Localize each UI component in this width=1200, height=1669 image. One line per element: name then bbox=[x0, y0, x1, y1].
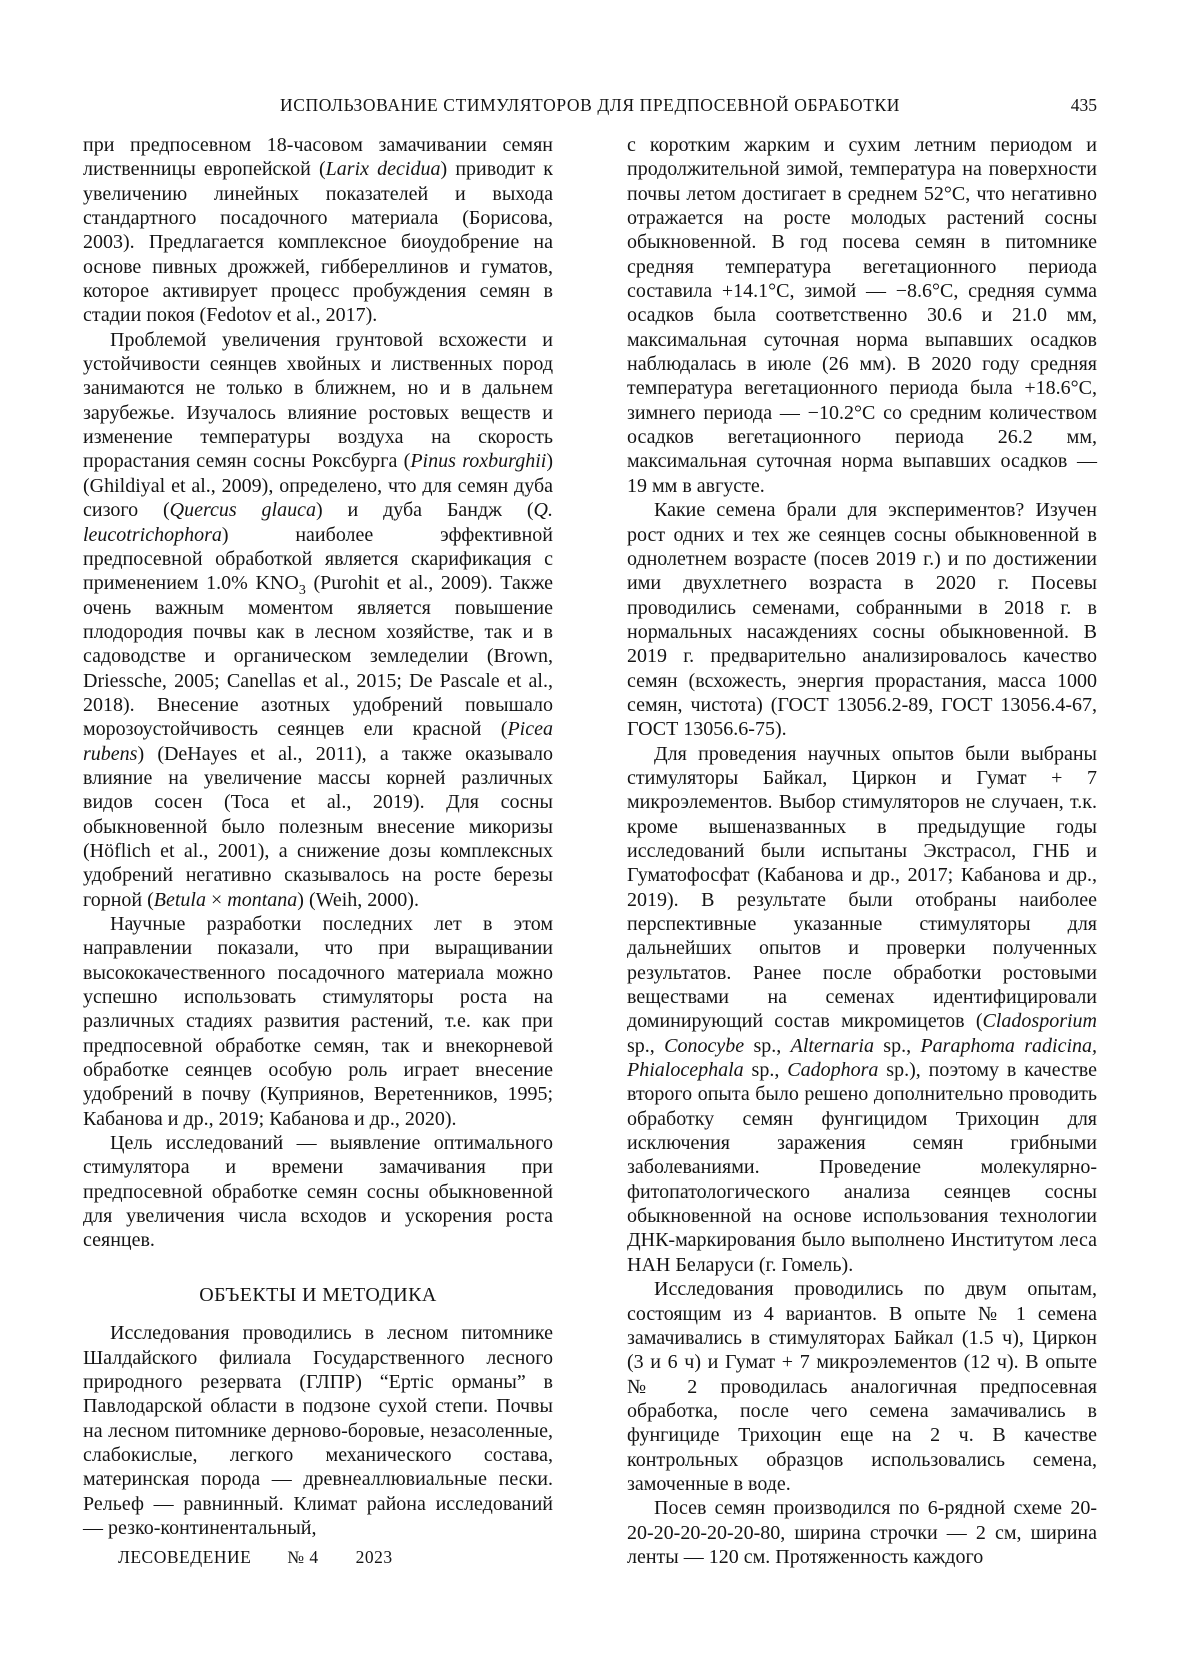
paragraph: Цель исследований — выявление оптимального стимулятора и времени замачивания при предпосевной обработке семян сосны обыкновенной для увеличения числа всходов и ускорения роста сеянцев. bbox=[83, 1132, 553, 1252]
journal-name: ЛЕСОВЕДЕНИЕ bbox=[118, 1547, 252, 1567]
paragraph: с коротким жарким и сухим летним периодом и продолжительной зимой, температура на поверхности почвы летом достигает в среднем 52°С, что негативно отражается на росте молодых растений сосны обыкновенной. В год посева семян в питомнике средняя температура вегетационного периода составила +14.1°С, зимой — −8.6°С, средняя сумма осадков была соответственно 30.6 и 21.0 мм, максимальная суточная норма выпавших осадков наблюдалась в июле (26 мм). В 2020 году средняя температура вегетационного периода была +18.6°С, зимнего периода — −10.2°С со средним количеством осадков вегетационного периода 26.2 мм, максимальная суточная норма выпавших осадков — 19 мм в августе. bbox=[627, 134, 1097, 497]
page-footer bbox=[118, 1547, 393, 1568]
page-header bbox=[83, 95, 1097, 116]
paragraph: при предпосевном 18-часовом замачивании семян лиственницы европейской (Larix decidua) приводит к увеличению линейных показателей и выхода стандартного посадочного материала (Борисова, 2003). Предлагается комплексное биоудобрение на основе пивных дрожжей, гиббереллинов и гуматов, которое активирует процесс пробуждения семян в стадии покоя (Fedotov et al., 2017). bbox=[83, 134, 553, 327]
paragraph: Проблемой увеличения грунтовой всхожести и устойчивости сеянцев хвойных и лиственных пород занимаются не только в ближнем, но и в дальнем зарубежье. Изучалось влияние ростовых веществ и изменение температуры воздуха на скорость прорастания семян сосны Роксбурга (Pinus roxburghii) (Ghildiyal et al., 2009), определено, что для семян дуба сизого (Quercus glauca) и дуба Бандж (Q. leucotrichophora) наиболее эффективной предпосевной обработкой является скарификация с применением 1.0% $KNO_3$ (Purohit et al., 2009). Также очень важным моментом является повышение плодородия почвы как в лесном хозяйстве, так и в садоводстве и органическом земледелии (Brown, Driessche, 2005; Canellas et al., 2015; De Pascale et al., 2018). Внесение азотных удобрений повышало морозоустойчивость сеянцев ели красной (Picea rubens) (DeHayes et al., 2011), а также оказывало влияние на увеличение массы корней различных видов сосен (Toca et al., 2019). Для сосны обыкновенной было полезным внесение микоризы (Höflich et al., 2001), а снижение дозы комплексных удобрений негативно сказывалось на росте березы горной (Betula × montana) (Weih, 2000). bbox=[83, 328, 554, 911]
running-head-title: ИСПОЛЬЗОВАНИЕ СТИМУЛЯТОРОВ ДЛЯ ПРЕДПОСЕВНОЙ ОБРАБОТКИ bbox=[279, 95, 900, 115]
journal-year: 2023 bbox=[355, 1547, 393, 1567]
paragraph: Исследования проводились по двум опытам, состоящим из 4 вариантов. В опыте № 1 семена замачивались в стимуляторах Байкал (1.5 ч), Циркон (3 и 6 ч) и Гумат + 7 микроэлементов (12 ч). В опыте № 2 проводилась аналогичная предпосевная обработка, после чего семена замачивались в фунгициде Трихоцин еще на 2 ч. В качестве контрольных образцов использовались семена, замоченные в воде. bbox=[627, 1278, 1097, 1495]
page-number: 435 bbox=[1070, 95, 1097, 115]
paragraph: Какие семена брали для экспериментов? Изучен рост одних и тех же сеянцев сосны обыкновенной в однолетнем возрасте (посев 2019 г.) и по достижении ими двухлетнего возраста в 2020 г. Посевы проводились семенами, собранными в 2018 г. в нормальных насаждениях сосны обыкновенной. В 2019 г. предварительно анализировалось качество семян (всхожесть, энергия прорастания, масса 1000 семян, чистота) (ГОСТ 13056.2-89, ГОСТ 13056.4-67, ГОСТ 13056.6-75). bbox=[627, 499, 1097, 741]
left-column bbox=[83, 133, 553, 1569]
paragraph: Посев семян производился по 6-рядной схеме 20-20-20-20-20-20-80, ширина строчки — 2 см, ширина ленты — 120 см. Протяженность каждого bbox=[627, 1497, 1097, 1568]
section-heading: ОБЪЕКТЫ И МЕТОДИКА bbox=[199, 1283, 437, 1306]
paragraph: Исследования проводились в лесном питомнике Шалдайского филиала Государственного лесного природного резервата (ГЛПР) “Ертiс орманы” в Павлодарской области в подзоне сухой степи. Почвы на лесном питомнике дерново-боровые, незасоленные, слабокислые, легкого механического состава, материнская порода — древнеаллювиальные пески. Рельеф — равнинный. Климат района исследований — резко-континентальный, bbox=[83, 1322, 553, 1539]
right-column bbox=[627, 133, 1097, 1569]
paragraph: Для проведения научных опытов были выбраны стимуляторы Байкал, Циркон и Гумат + 7 микроэлементов. Выбор стимуляторов не случаен, т.к. кроме вышеназванных в предыдущие годы исследований были испытаны Экстрасол, ГНБ и Гуматофосфат (Кабанова и др., 2017; Кабанова и др., 2019). В результате были отобраны наиболее перспективные указанные стимуляторы для дальнейших опытов и проверки полученных результатов. Ранее после обработки ростовыми веществами на семенах идентифицировали доминирующий состав микромицетов (Cladosporium sp., Conocybe sp., Alternaria sp., Paraphoma radicina, Phialocephala sp., Cadophora sp.), поэтому в качестве второго опыта было решено дополнительно проводить обработку семян фунгицидом Трихоцин для исключения заражения семян грибными заболеваниями. Проведение молекулярно-фитопатологического анализа сеянцев сосны обыкновенной на основе использования технологии ДНК-маркирования было выполнено Институтом леса НАН Беларуси (г. Гомель). bbox=[627, 742, 1097, 1276]
paragraph: Научные разработки последних лет в этом направлении показали, что при выращивании высококачественного посадочного материала можно успешно использовать стимуляторы роста на различных стадиях развития растений, т.е. как при предпосевной обработке семян, так и внекорневой обработке сеянцев особую роль играет внесение удобрений в почву (Куприянов, Веретенников, 1995; Кабанова и др., 2019; Кабанова и др., 2020). bbox=[83, 913, 553, 1130]
issue-number: № 4 bbox=[287, 1547, 319, 1567]
two-column-text-body bbox=[83, 133, 1097, 1569]
